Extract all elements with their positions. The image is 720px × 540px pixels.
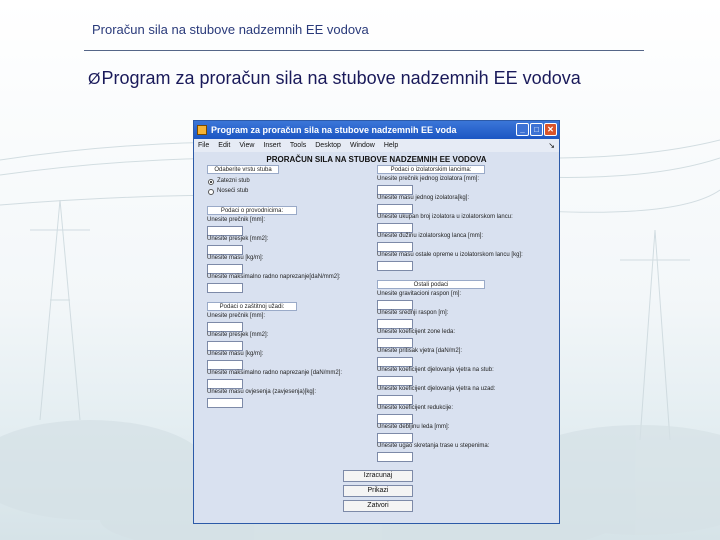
other-label-8: Unesite debljinu leda [mm]: <box>377 424 450 430</box>
conductor-stress-input[interactable] <box>207 283 243 293</box>
ground-wire-panel-title: Podaci o zaštitnoj užadi: <box>207 302 297 311</box>
ground-wire-label-5: Unesite masu ovjesenja (zavjesenja)[kg]: <box>207 389 317 395</box>
conductor-label-3: Unesite masu [kg/m]: <box>207 255 264 261</box>
window-titlebar[interactable] <box>194 121 559 139</box>
slide-title <box>88 68 581 89</box>
reduction-coefficient-input[interactable] <box>377 414 413 424</box>
insulator-panel-title: Podaci o izolatorskim lancima: <box>377 165 485 174</box>
other-label-1: Unesite gravitacioni raspon [m]: <box>377 291 462 297</box>
radio-noseci-stub[interactable] <box>208 189 214 195</box>
ground-wire-mass-input[interactable] <box>207 360 243 370</box>
ground-wire-suspension-mass-input[interactable] <box>207 398 243 408</box>
wind-on-rope-coefficient-input[interactable] <box>377 395 413 405</box>
gravity-span-input[interactable] <box>377 300 413 310</box>
slide-title-text: Program za proračun sila na stubove nadzemnih EE vodova <box>101 68 581 88</box>
menu-view[interactable]: View <box>239 142 255 149</box>
minimize-button[interactable]: _ <box>516 123 529 136</box>
other-label-3: Unesite koeficijent zone leda: <box>377 329 456 335</box>
ground-wire-label-4: Unesite maksimalno radno naprezanje [daN/mm2]: <box>207 370 343 376</box>
conductor-label-1: Unesite prečnik [mm]: <box>207 217 266 223</box>
insulator-diameter-input[interactable] <box>377 185 413 195</box>
other-label-4: Unesite pritisak vjetra [daN/m2]: <box>377 348 463 354</box>
other-label-7: Unesite koeficijent redukcije: <box>377 405 454 411</box>
menu-desktop[interactable]: Desktop <box>315 142 341 149</box>
ice-thickness-input[interactable] <box>377 433 413 443</box>
conductor-mass-input[interactable] <box>207 264 243 274</box>
form-title: PRORAČUN SILA NA STUBOVE NADZEMNIH EE VODOVA <box>266 155 487 164</box>
insulator-chain-length-input[interactable] <box>377 242 413 252</box>
insulator-label-2: Unesite masu jednog izolatora[kg]: <box>377 195 470 201</box>
ground-wire-stress-input[interactable] <box>207 379 243 389</box>
show-button[interactable]: Prikazi <box>343 485 413 497</box>
wind-pressure-input[interactable] <box>377 357 413 367</box>
close-window-button[interactable]: ✕ <box>544 123 557 136</box>
other-label-6: Unesite koeficijent djelovanja vjetra na uzad: <box>377 386 496 392</box>
menu-help[interactable]: Help <box>383 142 399 149</box>
radio-label-zatezni: Zatezni stub <box>217 178 250 184</box>
menu-bar <box>194 139 559 152</box>
insulator-mass-input[interactable] <box>377 204 413 214</box>
ice-zone-coefficient-input[interactable] <box>377 338 413 348</box>
ground-wire-label-3: Unesite masu [kg/m]: <box>207 351 264 357</box>
dock-arrow-icon[interactable]: ↘ <box>548 141 555 150</box>
matlab-app-icon <box>197 125 207 135</box>
other-data-panel-title: Ostali podaci <box>377 280 485 289</box>
ground-wire-label-2: Unesite presjek [mm2]: <box>207 332 269 338</box>
other-label-9: Unesite ugao skretanja trase u stepenima: <box>377 443 490 449</box>
ground-wire-diameter-input[interactable] <box>207 322 243 332</box>
radio-zatezni-stub[interactable] <box>208 179 214 185</box>
slide-header: Proračun sila na stubove nadzemnih EE vodova <box>92 22 369 37</box>
calculate-button[interactable]: Izracunaj <box>343 470 413 482</box>
arrow-bullet-icon: Ø <box>88 71 101 88</box>
header-divider <box>84 50 644 51</box>
radio-label-noseci: Noseći stub <box>217 188 249 194</box>
insulator-label-4: Unesite dužinu izolatorskog lanca [mm]: <box>377 233 484 239</box>
form-area <box>197 153 556 520</box>
insulator-count-input[interactable] <box>377 223 413 233</box>
stub-type-panel-title: Odaberite vrstu stuba <box>207 165 279 174</box>
menu-edit[interactable]: Edit <box>218 142 231 149</box>
conductor-diameter-input[interactable] <box>207 226 243 236</box>
insulator-label-5: Unesite masu ostale opreme u izolatorskom lancu [kg]: <box>377 252 523 258</box>
mean-span-input[interactable] <box>377 319 413 329</box>
window-title: Program za proračun sila na stubove nadzemnih EE voda <box>211 125 457 135</box>
conductor-label-2: Unesite presjek [mm2]: <box>207 236 269 242</box>
matlab-figure-window <box>193 120 560 524</box>
route-angle-input[interactable] <box>377 452 413 462</box>
menu-file[interactable]: File <box>198 142 210 149</box>
ground-wire-section-input[interactable] <box>207 341 243 351</box>
menu-insert[interactable]: Insert <box>263 142 281 149</box>
conductor-panel-title: Podaci o provodnicima: <box>207 206 297 215</box>
insulator-label-3: Unesite ukupan broj izolatora u izolatorskom lancu: <box>377 214 513 220</box>
other-label-5: Unesite koeficijent djelovanja vjetra na stub: <box>377 367 494 373</box>
conductor-label-4: Unesite maksimalno radno naprezanje[daN/mm2]: <box>207 274 341 280</box>
menu-window[interactable]: Window <box>349 142 375 149</box>
maximize-button[interactable]: □ <box>530 123 543 136</box>
conductor-section-input[interactable] <box>207 245 243 255</box>
ground-wire-label-1: Unesite prečnik [mm]: <box>207 313 266 319</box>
insulator-label-1: Unesite prečnik jednog izolatora [mm]: <box>377 176 480 182</box>
wind-on-stub-coefficient-input[interactable] <box>377 376 413 386</box>
menu-tools[interactable]: Tools <box>289 142 307 149</box>
other-label-2: Unesite srednji raspon [m]: <box>377 310 449 316</box>
close-button[interactable]: Zatvori <box>343 500 413 512</box>
insulator-equipment-mass-input[interactable] <box>377 261 413 271</box>
